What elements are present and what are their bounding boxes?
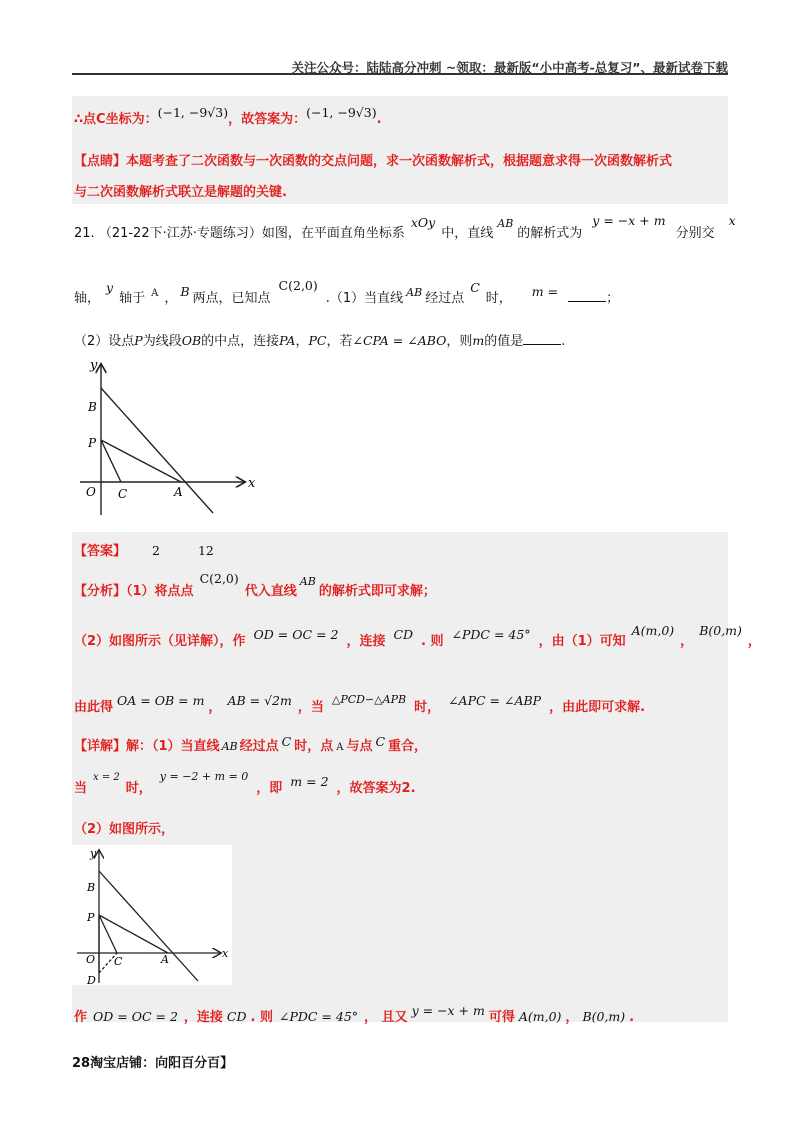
figure-1-coordinate-plane [70,355,260,525]
segment-pa [101,440,181,482]
fig2-segment-pa [99,915,168,953]
page-header: 关注公众号：陆陆高分冲刺 ~领取：最新版“小中高考-总复习”、最新试卷下载 [291,60,728,75]
fig2-label-p: P [87,911,95,924]
page-footer [72,1052,233,1071]
fig1-label-a: A [174,485,183,499]
analysis-line2: （2）如图所示（见详解），作 OD = OC = 2 ，连接 CD . 则 ∠PDC = 45° ，由（1）可知A(m,0)，B(0,m)， [74,623,761,649]
q21-line3: （2）设点P为线段OB的中点，连接PA，PC，若∠CPA = ∠ABO，则m的值是 . [74,333,566,349]
fig2-segment-pc [99,915,117,953]
fig2-label-a: A [161,953,169,966]
fig1-label-y: y [90,358,98,373]
segment-pc [101,440,121,482]
detail-line2: 当$^{x = 2}$时，$^{y = -2 + m = 0}$，即 m = 2 ，故答案为2. [74,770,416,796]
fig2-label-c: C [114,955,123,968]
analysis-line3: 由此得 OA = OB = m ， AB = √2m ，当$^{\triangle PCD∽\triangle APB}$时， ∠APC = ∠ABP ，由此即可求解. [74,693,646,715]
fig2-label-y: y [90,847,97,860]
fig2-label-d: D [87,974,96,985]
detail-line1: 【详解】解：（1）当直线 AB 经过点 C 时，点 A 与点 C 重合， [74,734,428,754]
fig2-label-b: B [87,881,96,894]
prev-comment-line1: 【点睛】本题考查了二次函数与一次函数的交点问题，求一次函数解析式，根据题意求得一次函数解析式 [74,154,673,169]
shop-name: 淘宝店铺：向阳百分百】 [90,1056,234,1071]
prev-line1: ∴点C坐标为：(−1, −9√3)，故答案为：(−1, −9√3). [74,105,382,127]
page-number: 28 [72,1056,91,1071]
prev-coord-1: (−1, −9√3) [157,105,229,120]
prev-comment-line2: 与二次函数解析式联立是解题的关键. [74,185,287,200]
header-divider [72,73,728,75]
prev-coord-2: (−1, −9√3) [306,105,377,120]
fig1-label-o: O [86,485,96,499]
fig1-label-p: P [88,436,97,450]
fig1-label-x: x [248,476,256,491]
fig1-label-c: C [118,487,128,501]
fig2-label-x: x [222,947,229,960]
q21-blank-1 [568,289,606,302]
fig2-label-o: O [86,953,96,966]
fig1-label-b: B [88,400,97,414]
q21-line1: 21. （21-22下·江苏·专题练习）如图，在平面直角坐标系xOy中，直线$^{AB}$的解析式为y = −x + m分别交x [74,213,736,241]
q21-blank-2 [523,332,561,345]
detail-line3: （2）如图所示， [74,822,175,837]
figure-2-coordinate-plane [72,845,234,985]
analysis-line1: 【分析】（1）将点点C(2,0)代入直线$^{AB}$的解析式即可求解； [74,571,436,599]
answer-line: 【答案】 2 12 [74,543,214,559]
last-line: 作 OD = OC = 2 ，连接 CD . 则 ∠PDC = 45° ， 且又 y = −x + m 可得 A(m,0) ， B(0,m) . [74,1003,635,1025]
q21-line2: 轴，y轴于 $^A$ ， B 两点，已知点C(2,0).（1）当直线 $^{AB}$ 经过点C时， m = ； [74,278,620,306]
